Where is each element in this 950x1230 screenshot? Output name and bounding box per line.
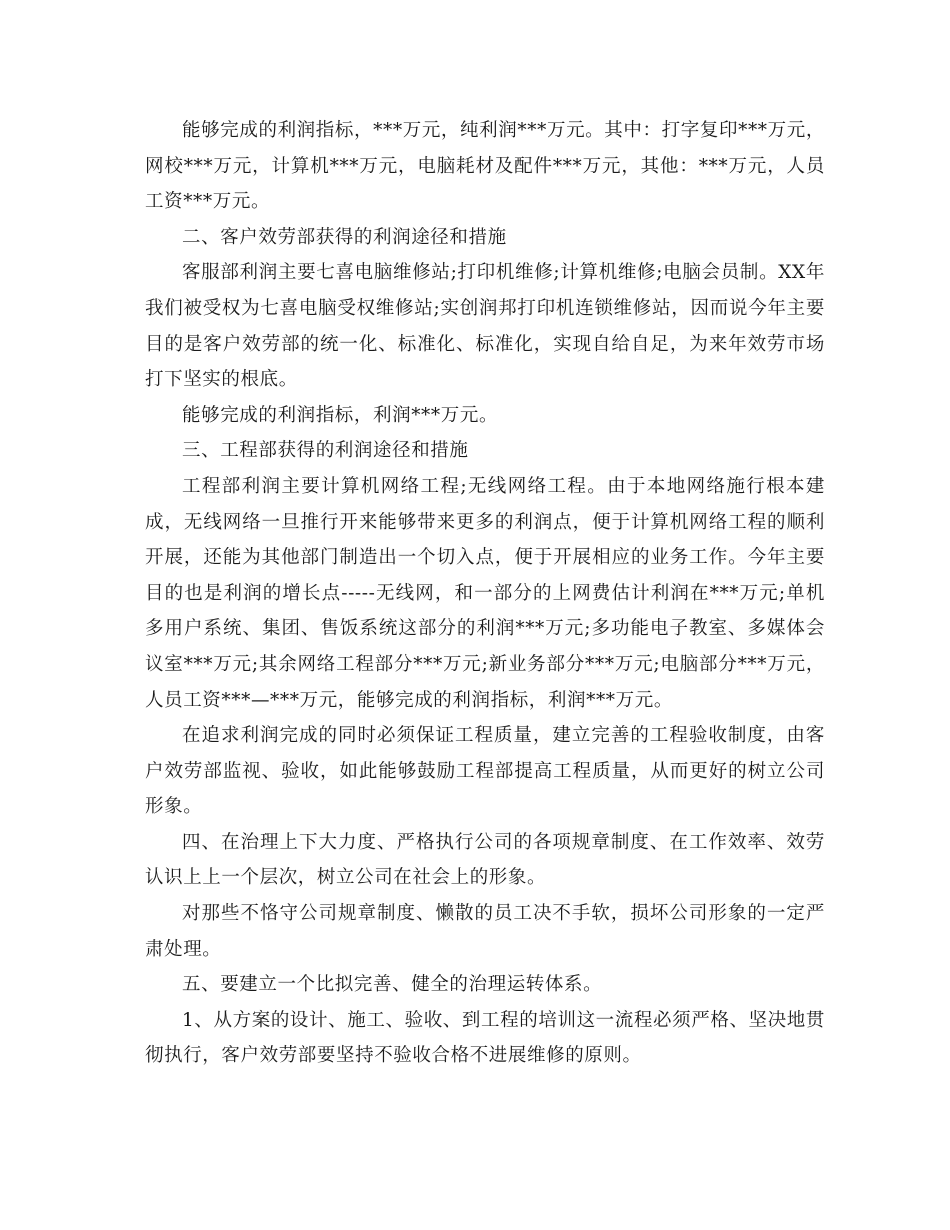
heading-customer-service-profit: 二、客户效劳部获得的利润途径和措施 (182, 226, 507, 248)
paragraph-discipline: 对那些不恪守公司规章制度、懒散的员工决不手软，损坏公司形象的一定严肃处理。 (145, 903, 825, 960)
paragraph-profit-targets: 能够完成的利润指标，***万元，纯利润***万元。其中：打字复印***万元，网校***万元，计算机***万元，电脑耗材及配件***万元，其他：***万元，人员工资***万元。 (145, 120, 825, 213)
paragraph-customer-service: 客服部利润主要七喜电脑维修站;打印机维修;计算机维修;电脑会员制。XX年我们被受权为七喜电脑受权维修站;实创润邦打印机连锁维修站，因而说今年主要目的是客户效劳部的统一化、标准化、标准化，实现自给自足，为来年效劳市场打下坚实的根底。 (145, 262, 825, 391)
paragraph-process: 1、从方案的设计、施工、验收、到工程的培训这一流程必须严格、坚决地贯彻执行，客户效劳部要坚持不验收合格不进展维修的原则。 (145, 1009, 825, 1067)
paragraph-quality-assurance: 在追求利润完成的同时必须保证工程质量，建立完善的工程验收制度，由客户效劳部监视、验收，如此能够鼓励工程部提高工程质量，从而更好的树立公司形象。 (145, 725, 825, 818)
heading-management-system: 五、要建立一个比拟完善、健全的治理运转体系。 (182, 974, 603, 996)
heading-management: 四、在治理上下大力度、严格执行公司的各项规章制度、在工作效率、效劳认识上上一个层次，树立公司在社会上的形象。 (145, 831, 825, 889)
paragraph-customer-service-target: 能够完成的利润指标，利润***万元。 (182, 404, 499, 426)
heading-engineering-profit: 三、工程部获得的利润途径和措施 (182, 440, 469, 462)
document-body (145, 113, 825, 1074)
paragraph-engineering: 工程部利润主要计算机网络工程;无线网络工程。由于本地网络施行根本建成，无线网络一旦推行开来能够带来更多的利润点，便于计算机网络工程的顺利开展，还能为其他部门制造出一个切入点，便于开展相应的业务工作。今年主要目的也是利润的增长点-----无线网，和一部分的上网费估计利润在***万元;单机多用户系统、集团、售饭系统这部分的利润***万元;多功能电子教室、多媒体会议室***万元;其余网络工程部分***万元;新业务部分***万元;电脑部分***万元，人员工资***—***万元，能够完成的利润指标，利润***万元。 (145, 475, 825, 711)
